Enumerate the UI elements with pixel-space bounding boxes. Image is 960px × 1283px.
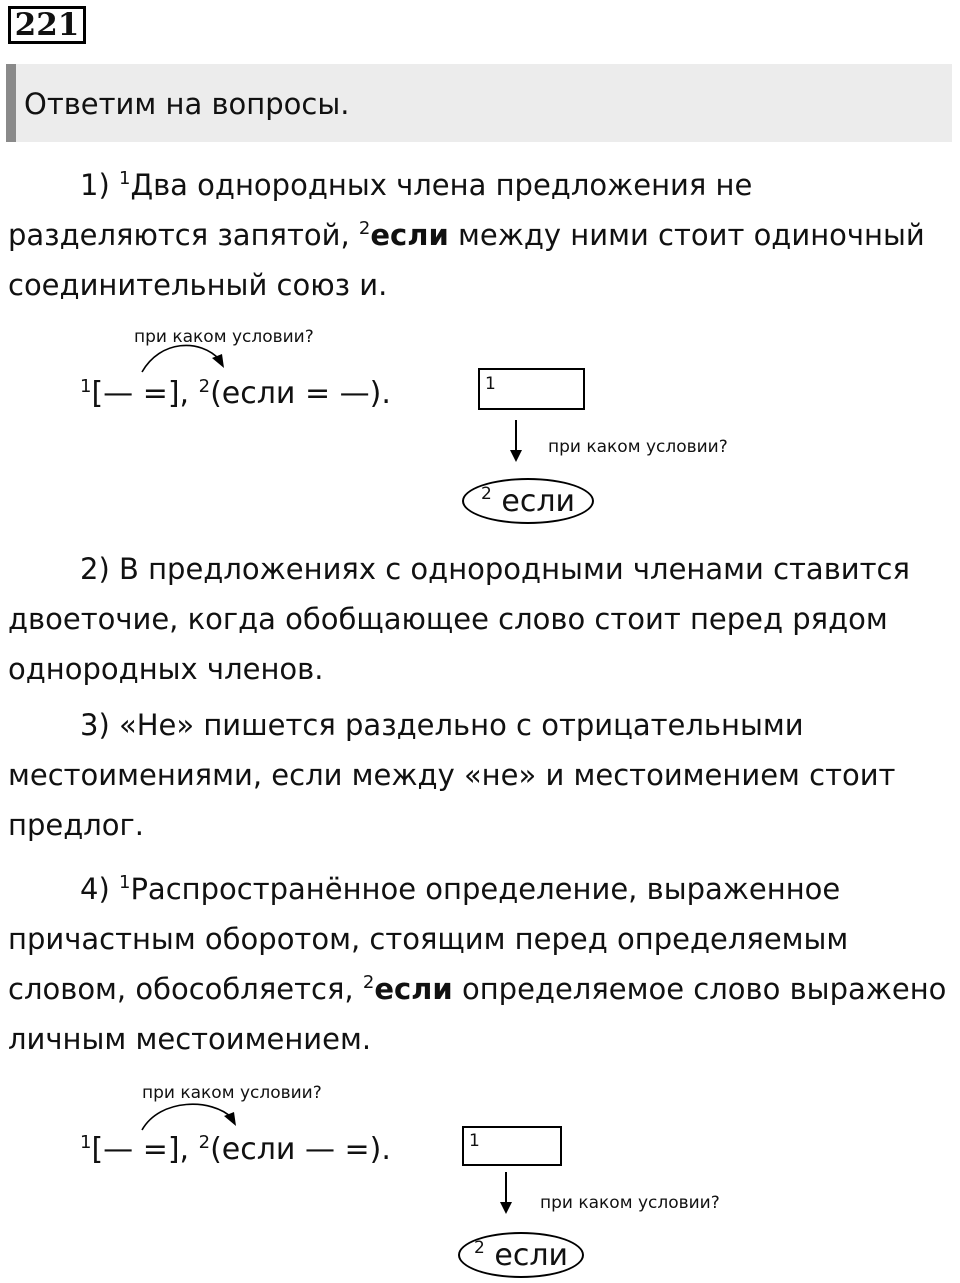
main-clause-schema: [— =], — [91, 1132, 190, 1167]
answer-text: Распространённое определение, выраженное причастным оборотом, стоящим перед определяемым словом, обособляется, — [8, 872, 849, 1006]
clause-index: 2 — [362, 972, 375, 993]
clause-index: 2 — [474, 1238, 485, 1258]
clause-index: 1 — [118, 168, 131, 189]
answer-text: 3) «Не» пишется раздельно с отрицательными местоимениями, если между «не» и местоимением стоит предлог. — [8, 708, 896, 842]
main-clause-schema: [— =], — [91, 376, 190, 411]
exercise-number: 221 — [8, 6, 86, 44]
clause-index: 1 — [80, 376, 92, 397]
clause-index: 1 — [80, 1132, 92, 1153]
oval-word: если — [501, 484, 575, 519]
clause-index: 2 — [198, 1132, 211, 1153]
heading-text: Ответим на вопросы. — [24, 87, 350, 121]
answer-text: определяемое слово выражено личным местоимением. — [8, 972, 947, 1056]
box-number: 1 — [469, 1131, 480, 1151]
arc-question: при каком условии? — [142, 1083, 322, 1103]
clause-index: 2 — [198, 376, 211, 397]
answer-text: между ними стоит одиночный соединительный союз и. — [8, 218, 925, 302]
clause-index: 1 — [118, 872, 131, 893]
clause-index: 2 — [481, 484, 492, 504]
arc-question: при каком условии? — [134, 327, 314, 347]
subordinate-clause-schema: (если — =). — [210, 1132, 391, 1167]
answer-text: Два однородных члена предложения не разделяются запятой, — [8, 168, 753, 252]
arrow-question: при каком условии? — [548, 437, 728, 457]
box-number: 1 — [485, 374, 496, 394]
answer-text: 2) В предложениях с однородными членами ставится двоеточие, когда обобщающее слово стоит перед рядом однородных членов. — [8, 552, 910, 686]
subordinate-clause-oval — [458, 1232, 584, 1278]
conjunction: если — [374, 972, 453, 1006]
clause-index: 2 — [358, 218, 371, 239]
answer-number: 1) — [80, 168, 110, 202]
conjunction: если — [370, 218, 449, 252]
answer-number: 4) — [80, 872, 110, 906]
oval-word: если — [494, 1238, 568, 1273]
subordinate-clause-schema: (если = —). — [210, 376, 391, 411]
arrow-question: при каком условии? — [540, 1193, 720, 1213]
